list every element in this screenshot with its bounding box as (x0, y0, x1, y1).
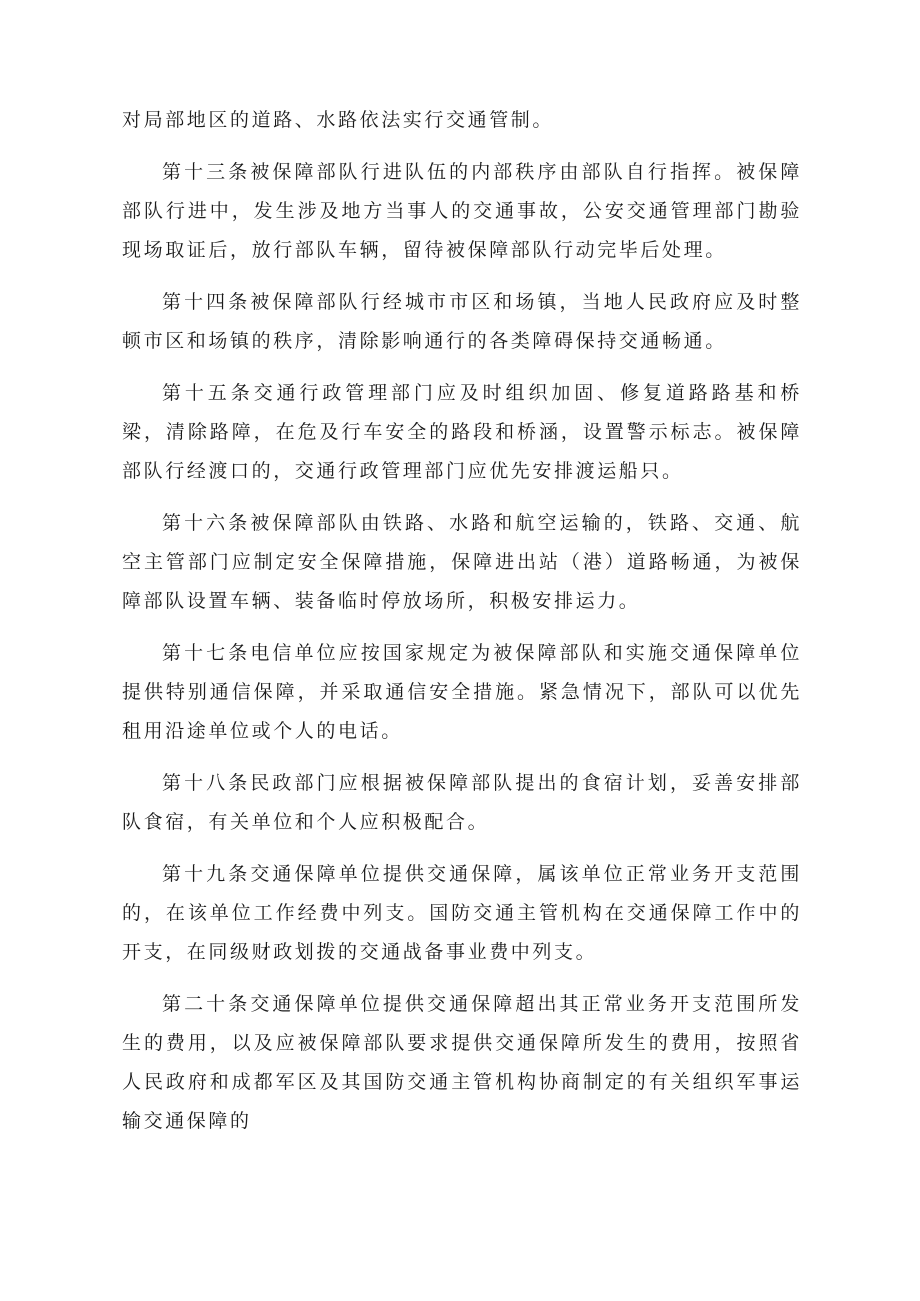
paragraph-article-16: 第十六条被保障部队由铁路、水路和航空运输的，铁路、交通、航空主管部门应制定安全保障措施，保障进出站（港）道路畅通，为被保障部队设置车辆、装备临时停放场所，积极安排运力。 (122, 512, 802, 612)
paragraph-article-13: 第十三条被保障部队行进队伍的内部秩序由部队自行指挥。被保障部队行进中，发生涉及地方当事人的交通事故，公安交通管理部门勘验现场取证后，放行部队车辆，留待被保障部队行动完毕后处理。 (122, 161, 802, 261)
paragraph-article-14: 第十四条被保障部队行经城市市区和场镇，当地人民政府应及时整顿市区和场镇的秩序，清除影响通行的各类障碍保持交通畅通。 (122, 291, 802, 352)
document-body (122, 101, 802, 1154)
paragraph-article-17: 第十七条电信单位应按国家规定为被保障部队和实施交通保障单位提供特别通信保障，并采取通信安全措施。紧急情况下，部队可以优先租用沿途单位或个人的电话。 (122, 642, 802, 742)
paragraph-article-19: 第十九条交通保障单位提供交通保障，属该单位正常业务开支范围的，在该单位工作经费中列支。国防交通主管机构在交通保障工作中的开支，在同级财政划拨的交通战备事业费中列支。 (122, 863, 802, 963)
paragraph-article-20: 第二十条交通保障单位提供交通保障超出其正常业务开支范围所发生的费用，以及应被保障部队要求提供交通保障所发生的费用，按照省人民政府和成都军区及其国防交通主管机构协商制定的有关组织军事运输交通保障的 (122, 993, 802, 1132)
paragraph-article-15: 第十五条交通行政管理部门应及时组织加固、修复道路路基和桥梁，清除路障，在危及行车安全的路段和桥涵，设置警示标志。被保障部队行经渡口的，交通行政管理部门应优先安排渡运船只。 (122, 382, 802, 482)
paragraph-article-18: 第十八条民政部门应根据被保障部队提出的食宿计划，妥善安排部队食宿，有关单位和个人应积极配合。 (122, 772, 802, 833)
paragraph-continuation: 对局部地区的道路、水路依法实行交通管制。 (122, 109, 555, 131)
